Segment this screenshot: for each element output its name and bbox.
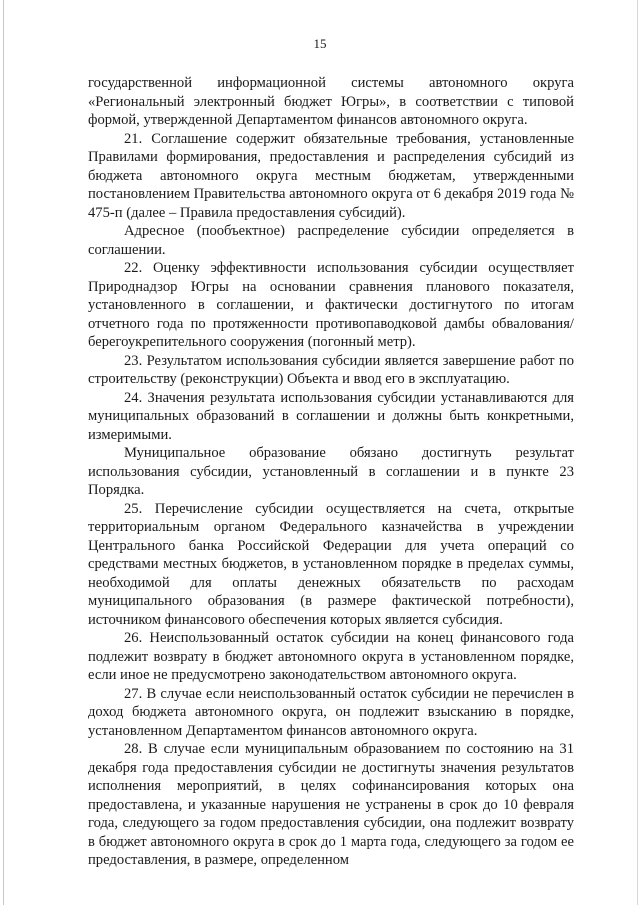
paragraph-26: 26. Неиспользованный остаток субсидии на конец финансового года подлежит возврату в бюджет автономного округа в установленном порядке, если иное не предусмотрено законодательством автономного округа. <box>88 630 574 683</box>
paragraph-continuation: государственной информационной системы автономного округа «Региональный электронный бюджет Югры», в соответствии с типовой формой, утвержденной Департаментом финансов автономного округа. <box>88 75 574 128</box>
paragraph-28: 28. В случае если муниципальным образованием по состоянию на 31 декабря года предоставления субсидии не достигнуты значения результатов исполнения мероприятий, в целях софинансирования которых она предоставлена, и указанные нарушения не устранены в срок до 10 февраля года, следующего за годом предоставления субсидии, она подлежит возврату в бюджет автономного округа в срок до 1 марта года, следующего за годом ее предоставления, в размере, определенном <box>88 741 574 868</box>
document-body <box>88 74 574 870</box>
scan-edge-left <box>3 0 4 905</box>
scan-edge-right <box>637 0 638 905</box>
paragraph-24: 24. Значения результата использования субсидии устанавливаются для муниципальных образований в соглашении и должны быть конкретными, измеримыми. <box>88 389 574 443</box>
paragraph-27: 27. В случае если неиспользованный остаток субсидии не перечислен в доход бюджета автономного округа, он подлежит взысканию в порядке, установленном Департаментом финансов автономного округа. <box>88 685 574 739</box>
paragraph-22: 22. Оценку эффективности использования субсидии осуществляет Природнадзор Югры на основании сравнения планового показателя, установленного в соглашении, и фактически достигнутого по итогам отчетного года по протяженности противопаводковой дамбы обвалования/ берегоукрепительного сооружения (погонный метр). <box>88 260 574 350</box>
paragraph-24-obligation: Муниципальное образование обязано достигнуть результат использования субсидии, установленный в соглашении и в пункте 23 Порядка. <box>88 445 574 498</box>
paragraph-21: 21. Соглашение содержит обязательные требования, установленные Правилами формирования, предоставления и распределения субсидий из бюджета автономного округа местным бюджетам, утвержденными постановлением Правительства автономного округа от 6 декабря 2019 года № 475-п (далее – Правила предоставления субсидий). <box>88 130 574 221</box>
paragraph-25: 25. Перечисление субсидии осуществляется на счета, открытые территориальным органом Федерального казначейства в учреждении Центрального банка Российской Федерации для учета операций со средствами местных бюджетов, в установленном порядке в пределах суммы, необходимой для оплаты денежных обязательств по расходам муниципального образования (в размере фактической потребности), источником финансового обеспечения которых является субсидия. <box>88 500 574 628</box>
paragraph-21-addressed-distribution: Адресное (пообъектное) распределение субсидии определяется в соглашении. <box>88 223 574 258</box>
paragraph-23: 23. Результатом использования субсидии является завершение работ по строительству (реконструкции) Объекта и ввод его в эксплуатацию. <box>88 352 574 387</box>
page-number: 15 <box>313 36 327 51</box>
